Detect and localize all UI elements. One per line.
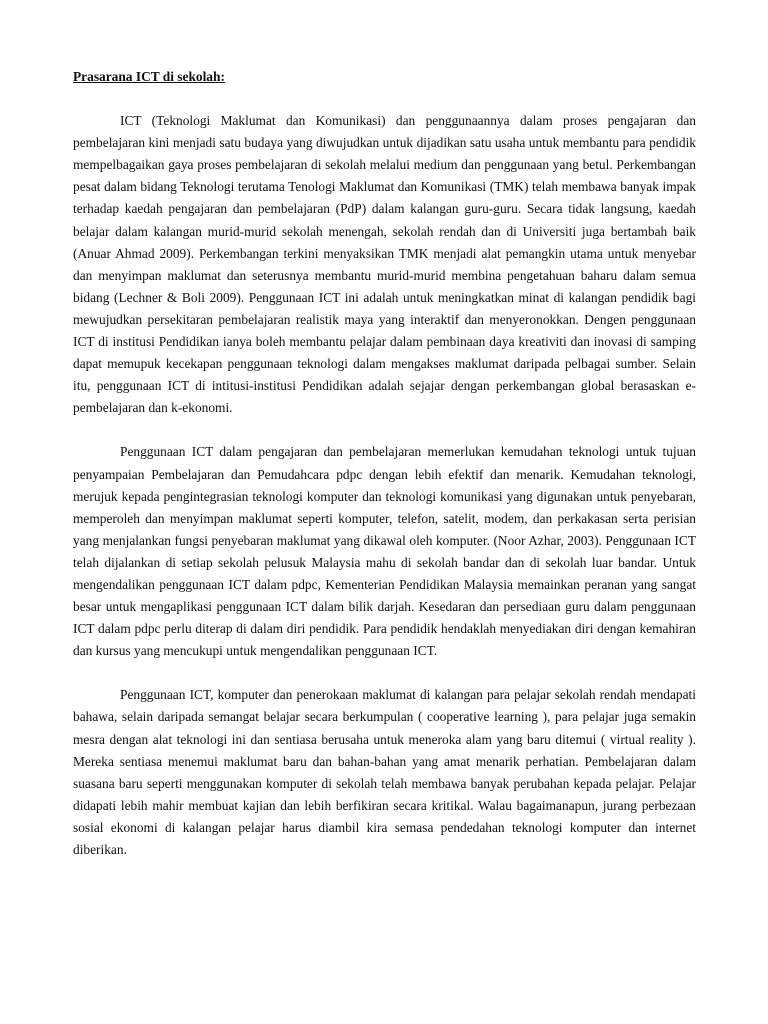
document-heading: Prasarana ICT di sekolah: <box>73 69 225 84</box>
document-page <box>73 66 696 883</box>
paragraph-2: Penggunaan ICT dalam pengajaran dan pembelajaran memerlukan kemudahan teknologi untuk tujuan penyampaian Pembelajaran dan Pemudahcara pdpc dengan lebih efektif dan menarik. Kemudahan teknologi, merujuk kepada pengintegrasian teknologi komputer dan teknologi komunikasi yang digunakan untuk penyebaran, memperoleh dan menyimpan maklumat seperti komputer, telefon, satelit, modem, dan perkakasan serta perisian yang menjalankan fungsi penyebaran maklumat yang dikawal oleh komputer. (Noor Azhar, 2003). Penggunaan ICT telah dijalankan di setiap sekolah pelusuk Malaysia mahu di sekolah bandar dan di sekolah luar bandar. Untuk mengendalikan penggunaan ICT dalam pdpc, Kementerian Pendidikan Malaysia memainkan peranan yang sangat besar untuk mengaplikasi penggunaan ICT dalam bilik darjah. Kesedaran dan persediaan guru dalam penggunaan ICT dalam pdpc perlu diterap di dalam diri pendidik. Para pendidik hendaklah menyediakan diri dengan kemahiran dan kursus yang mencukupi untuk mengendalikan penggunaan ICT. <box>73 444 696 659</box>
paragraph-3: Penggunaan ICT, komputer dan penerokaan maklumat di kalangan para pelajar sekolah rendah mendapati bahawa, selain daripada semangat belajar secara berkumpulan ( cooperative learning ), para pelajar juga semakin mesra dengan alat teknologi ini dan sentiasa berusaha untuk meneroka alam yang baru ditemui ( virtual reality ). Mereka sentiasa menemui maklumat baru dan bahan-bahan yang amat menarik perhatian. Pembelajaran dalam suasana baru seperti menggunakan komputer di sekolah telah membawa banyak perubahan kepada pelajar. Pelajar didapati lebih mahir membuat kajian dan lebih berfikiran secara kritikal. Walau bagaimanapun, jurang perbezaan sosial ekonomi di kalangan pelajar harus diambil kira semasa pendedahan teknologi komputer dan internet diberikan. <box>73 687 696 857</box>
paragraph-1: ICT (Teknologi Maklumat dan Komunikasi) dan penggunaannya dalam proses pengajaran dan pembelajaran kini menjadi satu budaya yang diwujudkan untuk dijadikan satu usaha untuk membantu para pendidik mempelbagaikan gaya proses pembelajaran di sekolah melalui medium dan penggunaan yang betul. Perkembangan pesat dalam bidang Teknologi terutama Tenologi Maklumat dan Komunikasi (TMK) telah membawa banyak impak terhadap kaedah pengajaran dan pembelajaran (PdP) dalam kalangan guru-guru. Secara tidak langsung, kaedah belajar dalam kalangan murid-murid sekolah menengah, sekolah rendah dan di Universiti juga bertambah baik (Anuar Ahmad 2009). Perkembangan terkini menyaksikan TMK menjadi alat pemangkin utama untuk menyebar dan menyimpan maklumat dan seterusnya membantu murid-murid membina pengetahuan baharu dalam semua bidang (Lechner & Boli 2009). Penggunaan ICT ini adalah untuk meningkatkan minat di kalangan pendidik bagi mewujudkan persekitaran pembelajaran realistik maya yang interaktif dan menyeronokkan. Dengen penggunaan ICT di institusi Pendidikan ianya boleh membantu pelajar dalam pembinaan daya kreativiti dan inovasi di samping dapat memupuk kecekapan penggunaan teknologi dalam mengakses maklumat daripada pelbagai sumber. Selain itu, penggunaan ICT di intitusi-institusi Pendidikan adalah sejajar dengan perkembangan global berasaskan e-pembelajaran dan k-ekonomi. <box>73 113 696 416</box>
